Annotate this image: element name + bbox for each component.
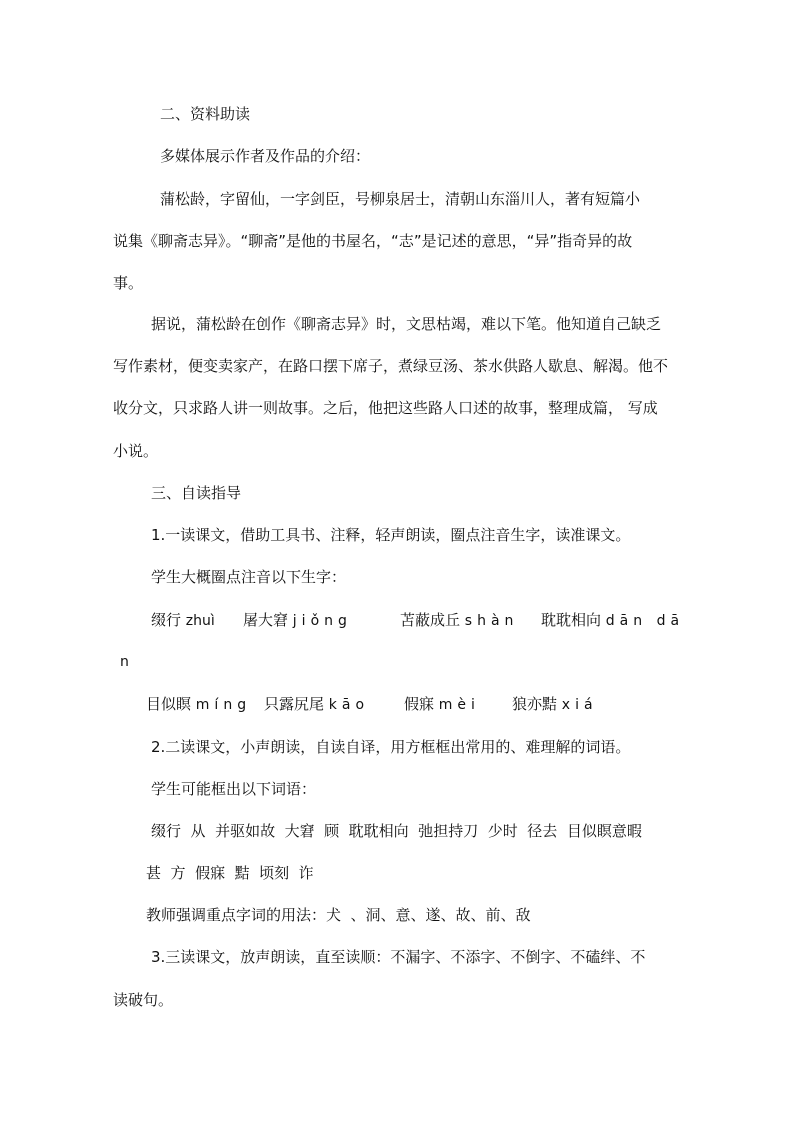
pinyin-item: 只露尻尾 kāo bbox=[264, 695, 370, 713]
story-line-3: 收分文，只求路人讲一则故事。之后，他把这些路人口述的故事，整理成篇， 写成 bbox=[113, 399, 658, 417]
step-1: 1.一读课文，借助工具书、注释，轻声朗读，圈点注音生字，读准课文。 bbox=[151, 526, 631, 544]
step-2: 2.二读课文，小声朗读，自读自译，用方框框出常用的、难理解的词语。 bbox=[151, 738, 631, 756]
teacher-emphasis: 教师强调重点字词的用法：犬 、洞、意、遂、故、前、敌 bbox=[146, 906, 531, 924]
section-heading-guide: 三、自读指导 bbox=[151, 484, 242, 502]
step-3-line-1: 3.三读课文，放声朗读，直至读顺：不漏字、不添字、不倒字、不磕绊、不 bbox=[151, 948, 646, 966]
pinyin-item: 假寐 mèi bbox=[404, 695, 480, 713]
pinyin-item: 耽耽相向 dān dā bbox=[541, 611, 685, 629]
pinyin-item: 缀行 zhuì bbox=[151, 611, 215, 629]
step-2-note: 学生可能框出以下词语： bbox=[151, 780, 317, 798]
materials-intro: 多媒体展示作者及作品的介绍： bbox=[160, 147, 371, 165]
story-line-4: 小说。 bbox=[113, 442, 159, 460]
author-line-2: 说集《聊斋志异》。“聊斋”是他的书屋名，“志”是记述的意思，“异”指奇异的故 bbox=[113, 232, 633, 250]
author-line-1: 蒲松龄，字留仙，一字剑臣，号柳泉居士，清朝山东淄川人，著有短篇小 bbox=[160, 190, 641, 208]
pinyin-item: 屠大窘 jiǒng bbox=[243, 611, 352, 629]
step-3-line-2: 读破句。 bbox=[113, 991, 174, 1009]
section-heading-materials: 二、资料助读 bbox=[160, 105, 251, 123]
pinyin-item: 苫蔽成丘 shàn bbox=[400, 611, 519, 629]
pinyin-wrap: n bbox=[120, 654, 134, 670]
pinyin-item: 狼亦黠 xiá bbox=[512, 695, 598, 713]
story-line-2: 写作素材，便变卖家产，在路口摆下席子，煮绿豆汤、茶水供路人歇息、解渴。他不 bbox=[113, 357, 669, 375]
story-line-1: 据说，蒲松龄在创作《聊斋志异》时，文思枯竭，难以下笔。他知道自己缺乏 bbox=[151, 315, 662, 333]
word-list-line-2: 甚 方 假寐 黠 顷刻 诈 bbox=[146, 864, 314, 882]
pinyin-item: 目似瞑 míng bbox=[146, 695, 252, 713]
author-line-3: 事。 bbox=[113, 274, 144, 292]
step-1-note: 学生大概圈点注音以下生字： bbox=[151, 568, 347, 586]
word-list-line-1: 缀行 从 并驱如故 大窘 顾 耽耽相向 弛担持刀 少时 径去 目似瞑意暇 bbox=[151, 822, 642, 840]
